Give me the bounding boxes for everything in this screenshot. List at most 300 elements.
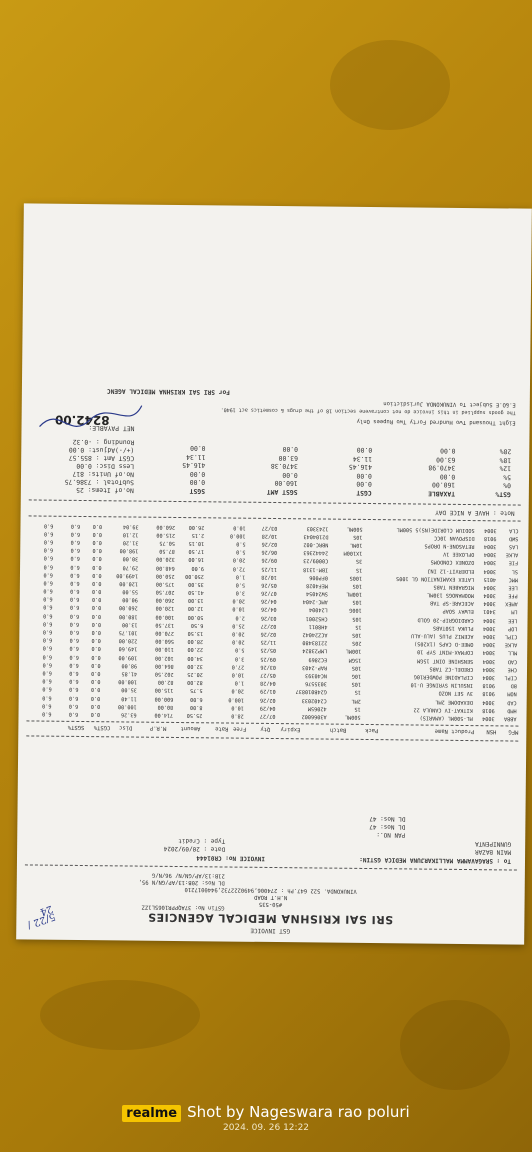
table-cell: 13.00 [121,621,138,628]
gst-cell: 160.00 [274,479,298,488]
items-table [26,521,520,723]
table-cell: CHS2001 [305,614,328,622]
table-cell: 9018 [483,534,497,542]
gst-header-cell: CGST [356,488,372,497]
footer-notice: The goods supplied in this invoice do not contravene section 18 of the drugs & cosmetics act 1940. [220,406,516,416]
column-header: CGST% [93,724,111,731]
table-cell: 3004 [483,625,496,632]
table-cell: 260.00 [156,523,176,530]
table-cell: 6.0 [70,579,80,586]
gst-cell: 63.00 [278,453,298,462]
column-header: Pack [365,726,379,734]
table-cell: 10/28 [261,573,277,580]
table-cell: 30.00 [122,555,139,562]
table-cell: ACECARE-SP TAB [430,599,474,607]
gst-cell: 28% [499,447,512,456]
table-cell: 260.00 [118,604,138,612]
table-cell: 6.0 [69,686,79,693]
table-cell: MIGRABEN TABS [433,583,475,591]
table-cell: 50.75 [159,539,176,546]
table-cell [206,580,223,588]
table-cell: 6.0 [42,694,52,701]
watermark-brand: realme [122,1105,181,1122]
table-cell: 10S [353,533,363,540]
gst-cell: 3470.98 [428,463,456,473]
table-cell: ELWAY SOAP [442,608,474,615]
table-cell: 6.0 [69,661,79,668]
table-cell: 6.0 [42,677,52,684]
column-header: HSN [486,728,497,735]
table-cell: 6.0 [69,612,80,619]
table-cell: MLL [507,649,518,656]
table-cell: 20.0 [231,687,245,695]
table-cell: 0.0 [90,710,101,718]
table-cell: CARDIOGRIP-20 GOLD [417,616,474,623]
table-cell: 10G [351,672,362,679]
table-cell: 05/25 [260,647,277,654]
table-cell: 6.0 [43,554,54,562]
table-cell: 41.85 [121,670,138,677]
table-cell: LOP [508,625,518,632]
table-cell: AMC-2404 [302,598,328,605]
address-line2: N.H.T ROAD [254,893,288,901]
table-cell: 6.0 [43,595,53,602]
table-cell: 9018 [482,682,495,689]
table-cell: 15GM [348,656,362,663]
table-cell [205,662,222,670]
table-cell: OZONEX CONDOMS [430,558,475,566]
table-cell: LM [511,608,518,616]
adjust: (+/-)Adjust: 0.00 [68,445,135,455]
table-cell: 6.0 [69,653,79,660]
table-cell: 12.10 [122,531,139,538]
table-cell: CAD [507,658,518,665]
table-cell: 109.00 [118,653,138,661]
table-cell: 6.0 [68,702,79,709]
table-cell: 80.00 [157,703,174,710]
table-cell: 0.0 [90,694,101,701]
column-header: Disc [119,724,133,731]
table-cell: 10.0 [232,606,245,613]
table-cell: 6.0 [70,522,81,529]
table-cell: 175.00 [155,580,175,587]
table-cell: 6.0 [42,661,52,668]
table-cell: DEXADOME 2ML [435,698,473,705]
table-cell: 3004 [482,649,496,656]
table-cell: FIE [508,559,519,566]
table-cell: 3004 [482,715,495,722]
table-cell: 6.0 [42,636,53,643]
table-cell: 03/27 [261,524,278,531]
table-cell: 0.0 [91,670,101,677]
table-cell: 250.00 [185,572,204,579]
table-cell: 35.00 [121,686,137,693]
table-cell: 0.0 [91,653,101,660]
table-cell: 10S [352,615,362,622]
table-cell: 10.0 [233,524,246,531]
table-cell: 55.00 [122,588,138,595]
table-cell: 180.00 [118,613,138,620]
table-cell: 560.00 [155,637,174,645]
table-cell: 6.0 [70,587,80,595]
table-cell: 864.00 [154,662,174,669]
column-header: Amount [180,725,201,732]
table-cell: ML-500ML (AMARIS) [419,714,473,721]
table-cell: 11/25 [261,565,278,572]
table-cell: 25.50 [186,712,203,719]
divider [29,499,521,505]
table-cell: 6.0 [42,620,53,627]
table-cell: 9.00 [191,564,204,571]
table-cell: 100ML [346,590,362,598]
to-addr2: GUNNIPENTA [475,840,512,848]
table-cell: 10S [352,631,362,638]
less-disc: Less Disc: 0.00 [76,461,135,471]
table-cell: 0.0 [92,555,102,562]
gst-cell: 18% [499,456,512,465]
table-cell: 3004 [483,584,496,591]
table-cell: 29.70 [122,563,139,571]
table-cell [205,670,222,678]
table-cell: 6.0 [70,596,80,603]
table-cell: 5.75 [190,687,203,694]
table-cell: 50.00 [187,613,204,620]
table-cell: 27.0 [231,663,245,670]
table-cell: 0.0 [91,596,102,603]
table-cell: 3004 [482,657,496,664]
table-cell: 22I83480 [302,639,328,646]
table-cell: 20S [352,640,362,647]
table-cell: 2.0 [235,614,245,621]
table-cell: AMEX [505,600,518,607]
rounding: Rounding : -0.32 [72,437,135,447]
table-cell: D2104043 [303,533,329,540]
table-cell: 1S [354,705,361,712]
table-cell: 5.0 [235,647,245,654]
table-cell: 6.0 [69,637,80,644]
table-cell: 20.0 [232,638,245,645]
table-cell: LATEX EXAMINATION GL 100S [396,574,475,582]
address-line1: #50-535 [258,900,283,908]
column-header: Expiry [280,726,301,733]
table-cell: CIPL [504,674,517,681]
company-name: SRI SAI KRISHNA MEDICAL AGENCIES [147,910,394,927]
table-cell: NBRC-002 [303,541,329,548]
table-cell: 120.00 [119,580,139,587]
table-cell: 500ML [346,525,363,532]
gstin: GSTin No: 37AQPPR1065L1ZZ [141,903,225,911]
table-cell: 2.15 [191,531,205,539]
table-cell: 0.0 [91,612,102,619]
table-cell: 0.0 [91,604,102,611]
gst-cell: 0.00 [189,469,206,479]
table-cell: DISPOVAN 10CC [433,534,475,541]
gst-header-cell: SGST [189,486,206,496]
table-cell [206,596,223,604]
table-cell: 04/28 [260,680,276,687]
table-cell: 0FP006 [309,574,329,581]
table-cell [206,564,223,572]
subtotal: SubTotal : 7386.75 [64,477,134,487]
table-cell: ELDERVIT-12 INJ [427,567,475,574]
table-cell: CREDEL-CZ TABS [429,665,474,672]
table-cell: ACEMIZ PLUS (ALU-ALU [411,632,474,640]
table-cell [206,556,223,564]
table-cell: 6.0 [68,694,79,701]
table-cell: 6.0 [43,538,54,545]
camera-watermark [0,1102,532,1133]
to-dl1: DL Nos: 47 [369,823,406,831]
table-cell: NC40393 [305,672,328,679]
divider [29,515,521,521]
table-cell: COFMAX-MINT SYP 10 [417,648,474,656]
table-cell: 82.00 [187,679,203,686]
table-cell: 90.00 [122,596,138,603]
table-cell: 6.0 [43,563,54,570]
table-cell [205,637,222,645]
table-cell: 0.0 [92,580,102,587]
table-cell: 220.00 [118,637,138,644]
column-header: SGST% [67,723,85,731]
table-cell: 115.00 [154,687,174,694]
table-cell: 100.00 [117,703,137,710]
table-cell: 6.0 [43,604,53,611]
to-addr1: MAIN BAZAR [474,848,512,856]
column-header: MFG [508,728,519,735]
table-cell: 6.0 [42,653,53,660]
table-cell: ACZ24042 [302,631,328,638]
table-cell: ALKE [505,551,519,558]
table-cell [206,547,223,555]
table-cell: SODIUM CLORIDE(NS)5 500ML [396,525,475,533]
table-cell: 03/26 [260,663,276,670]
table-cell: 20.0 [232,556,246,564]
column-header: Qty [260,725,271,732]
table-cell [204,703,221,711]
gst-cell: 0.00 [439,472,456,481]
table-cell: PLUKA 150TABS [432,624,474,631]
table-cell: 3S [356,558,363,565]
table-cell: 0.0 [92,571,102,578]
table-cell: RAP-2403 [302,664,328,671]
table-cell: 102.00 [154,654,174,661]
table-cell: 87.50 [159,547,175,555]
table-cell: SW24054 [305,590,328,597]
table-cell: 100.0 [230,532,246,539]
table-cell: 3004 [483,616,496,623]
table-cell: 3.0 [234,655,245,662]
table-cell: 0.0 [91,588,102,595]
table-cell: 0.0 [91,620,102,628]
dl-nos: DL Nos: 20B:13/AP/GN/N 95, [138,878,225,886]
table-cell: 202.50 [154,670,174,677]
table-cell: MEF4028 [306,582,328,589]
net-payable: 8242.00 [54,412,110,428]
table-cell: 0.0 [91,637,101,644]
table-cell [205,654,222,662]
table-cell: 20.0 [232,597,246,604]
to-pan: PAN NO.: [376,831,406,839]
table-cell: 0.0 [91,661,101,668]
table-cell: 11/25 [260,639,277,646]
table-cell: LEE [508,617,518,624]
table-cell: 3004 [482,633,496,640]
table-cell: 63.26 [120,711,137,718]
table-cell: 02/26 [259,696,276,703]
net-payable-label: NET PAYABLE: [88,424,135,433]
table-cell: 25.0 [232,622,245,629]
address-line3: VINUKONDA. 522 647.Ph : 274006,9490222732,9440017210 [184,886,357,894]
watermark-credit: Shot by Nageswara rao poluri [187,1103,410,1121]
table-cell: LEE [508,584,518,591]
no-of-units: No.of Units: 817 [72,469,135,479]
gst-cell: 0.00 [189,478,206,487]
table-cell: 6.50 [190,621,204,629]
table-cell: 6.0 [43,612,53,619]
table-cell [205,646,222,654]
table-cell: 6.0 [70,571,80,578]
table-cell: 250.00 [155,572,175,579]
table-cell: 10S [352,582,363,589]
table-cell: 1S [355,566,363,573]
table-cell: 22.00 [187,646,204,653]
amount-in-words: Eight Thousand Two Hundred Forty Two Rupees Only [356,417,516,426]
table-cell: 6.0 [69,645,79,652]
table-cell: 04/29 [259,704,276,711]
table-cell: 3401 [483,608,496,615]
table-cell: 8.00 [189,703,203,710]
table-cell: 100.00 [155,613,175,620]
table-cell: 35.00 [188,581,204,588]
table-cell: 6.0 [42,669,52,676]
gst-cell: 11.34 [352,454,373,463]
gst-cell: 416.45 [348,463,373,472]
table-cell: 3004 [484,526,497,533]
table-cell: ABBA [503,715,517,722]
gst-cell: 0.00 [356,471,372,480]
table-cell: HMD [507,707,517,714]
table-cell: 09/26 [261,557,278,564]
table-cell: 207.50 [155,588,175,596]
table-cell: 10.15 [188,540,205,547]
table-cell: 3004 [483,592,496,599]
watermark-date: 2024. 09. 26 12:22 [222,1123,310,1133]
gst-cell: 0% [503,481,511,490]
invoice-paper [16,203,532,944]
table-cell: 05/27 [260,671,276,678]
table-cell: 149.60 [118,645,138,652]
table-cell: 10S [351,680,362,688]
table-cell: 3004 [483,567,497,574]
table-cell: 0.0 [92,539,102,546]
column-header: Free [233,725,247,732]
table-cell: 101.75 [118,629,138,636]
table-cell: SL [511,568,519,575]
table-cell: LAS [508,543,519,550]
table-cell [205,687,222,695]
table-cell: SWD [508,535,519,542]
table-cell [206,572,223,580]
table-cell: 82.00 [157,678,174,686]
gst-cell: 416.45 [182,461,206,470]
table-cell: 110.00 [155,646,174,653]
table-cell: 9018 [482,706,495,714]
table-cell: 6.0 [43,522,54,529]
table-cell: MMC [508,576,518,583]
table-cell: 98.00 [121,662,138,669]
table-cell: 3035576 [305,680,327,687]
table-cell: IBM-1318 [303,565,329,573]
table-cell: 100.0 [228,696,244,703]
table-cell: 6.0 [70,555,80,562]
gst-cell: 160.00 [432,480,456,490]
table-cell: 32.00 [187,662,203,670]
table-cell: INSULIN SYRINGE U-10 [410,681,474,689]
table-cell: C2402033 [301,696,327,704]
table-cell: 6.0 [69,604,80,611]
table-cell [205,605,222,613]
table-cell: 28.0 [231,712,244,719]
table-cell: 3004 [482,665,496,673]
table-cell: 07/27 [259,712,276,719]
table-cell: 6.0 [42,644,53,652]
gst-summary-table [135,444,516,499]
table-cell: 1243303 [306,524,329,532]
table-cell: 1499.00 [116,572,139,579]
table-cell: 0.0 [92,522,103,529]
table-cell: C0009/23 [303,557,329,564]
table-cell: 137.50 [155,621,175,628]
table-cell: 6.0 [42,702,52,709]
table-cell: 3004 [482,698,495,705]
table-cell: 04/26 [260,598,277,605]
table-cell: 5.0 [236,548,246,555]
totals-block [65,438,135,495]
table-cell: 6.0 [70,563,80,570]
table-cell: 270.00 [155,629,175,636]
table-cell: 1.0 [234,679,245,686]
table-cell: 09/25 [260,655,277,662]
table-cell: 6.0 [70,530,81,537]
table-cell: 3V SET NOZO [438,690,473,697]
table-cell: 41.50 [188,589,204,596]
column-header: M.R.P [149,724,167,731]
gst-cell: 0.00 [190,444,206,453]
table-cell: 1X100M [343,549,363,557]
table-cell: 13.00 [187,597,204,604]
table-cell: 120.00 [155,605,175,612]
table-cell: 100S [349,574,363,581]
table-cell [206,523,223,531]
table-cell [204,711,221,719]
table-cell: 31.20 [122,539,139,546]
table-cell: 6.0 [43,530,54,537]
cgst-amt: CGST Amt : 855.57 [68,453,135,463]
table-cell: 6.0 [42,710,52,717]
no-of-items: No.of Items: 25 [76,485,134,495]
table-cell: 3004 [483,543,497,550]
table-cell: 500ML [345,713,361,720]
table-cell: 26.00 [188,523,205,530]
table-cell: 3004 [482,641,496,648]
table-cell [205,629,222,637]
table-cell: 6.0 [43,571,53,578]
table-cell: 0.0 [91,629,102,636]
table-cell: PFE [508,592,518,599]
table-cell: 06/26 [261,549,278,556]
table-cell: 03/26 [260,614,277,621]
table-cell: 0.0 [91,645,101,652]
